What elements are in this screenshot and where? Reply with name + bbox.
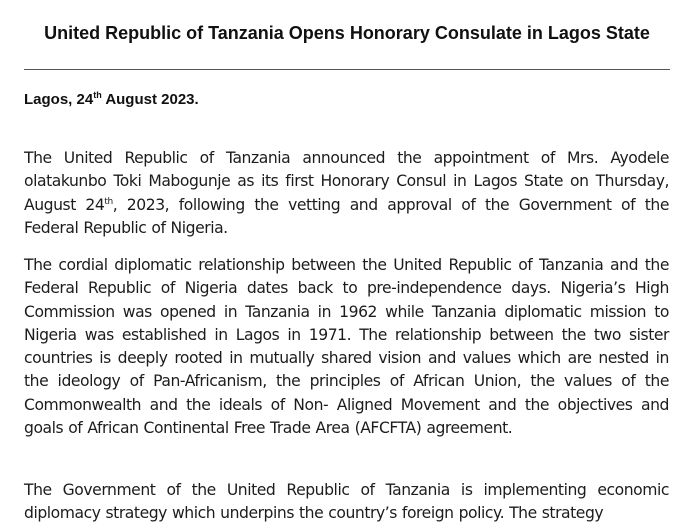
paragraph-appointment <box>24 147 669 240</box>
dateline-ordinal: th <box>93 90 102 100</box>
paragraph-appointment-ordinal: th <box>104 196 113 207</box>
dateline-prefix: Lagos, 24 <box>24 91 94 108</box>
dateline-suffix: August 2023. <box>101 91 199 108</box>
paragraph-relationship: The cordial diplomatic relationship between the United Republic of Tanzania and the Federal Republic of Nigeria dates back to pre-independence days. Nigeria’s High Commission was opened in Tanzania in 1962 while Tanzania diplomatic mission to Nigeria was established in Lagos in 1971. The relationship between the two sister countries is deeply rooted in mutually shared vision and values which are nested in the ideology of Pan-Africanism, the principles of African Union, the values of the Commonwealth and the ideals of Non- Aligned Movement and the objectives and goals of African Continental Free Trade Area (AFCFTA) agreement. <box>24 256 669 438</box>
title-divider <box>24 69 670 70</box>
paragraph-economic-diplomacy: The Government of the United Republic of Tanzania is implementing economic diplomacy strategy which underpins the country’s foreign policy. The strategy <box>24 481 669 523</box>
document-title: United Republic of Tanzania Opens Honorary Consulate in Lagos State <box>44 23 650 43</box>
paragraph-appointment-start: The United Republic of Tanzania announced the appointment of Mrs. Ayodele olatakunbo Toki Mabogunje as its first Honorary Consul in Lagos State on Thursday, August 24 <box>24 149 669 214</box>
dateline <box>24 91 199 108</box>
paragraph-appointment-end: , 2023, following the vetting and approval of the Government of the Federal Republic of Nigeria. <box>24 195 669 237</box>
